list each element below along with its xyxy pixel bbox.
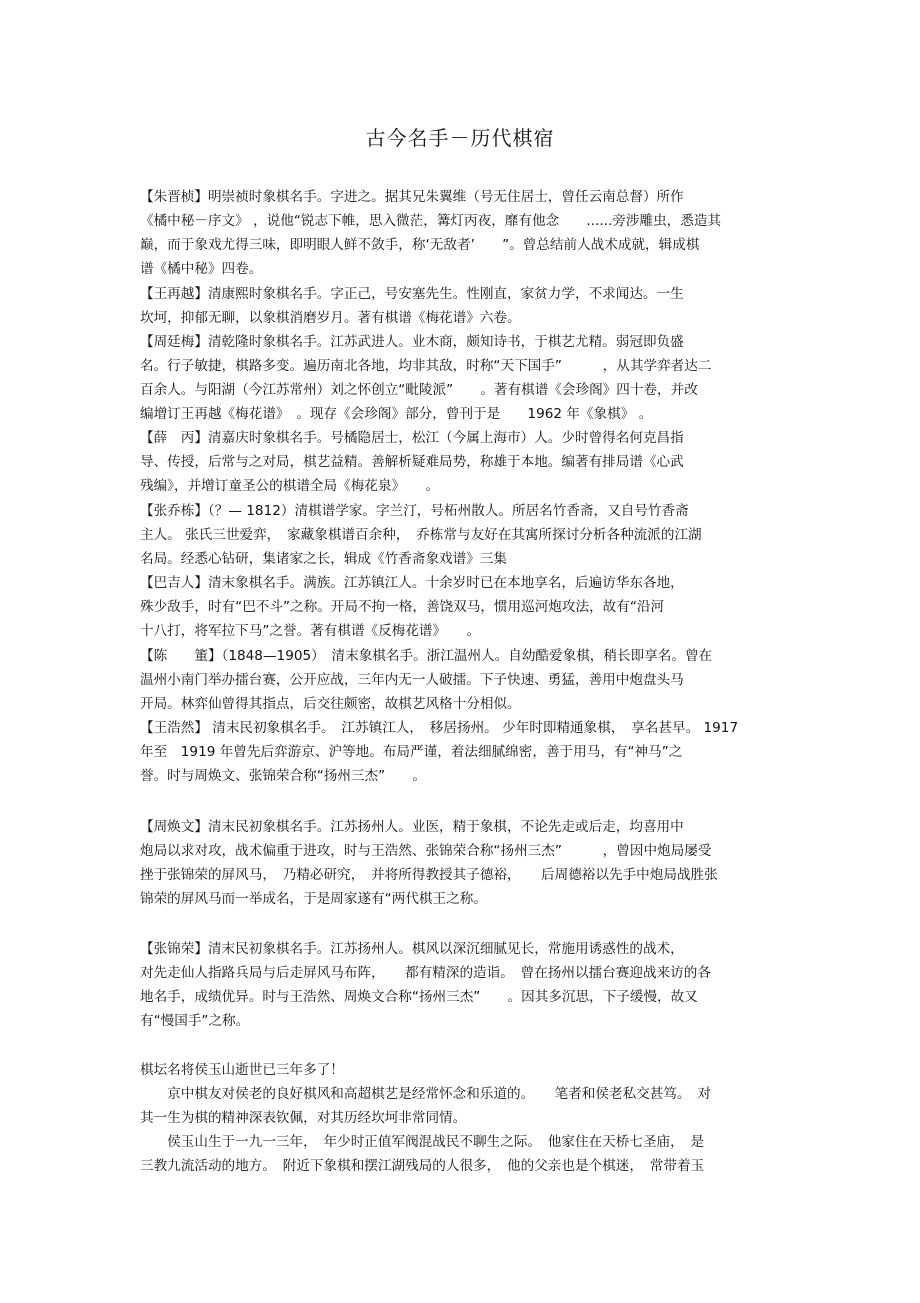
text-line: 【张锦荣】清末民初象棋名手。江苏扬州人。棋风以深沉细腻见长，常施用诱惑性的战术，: [140, 941, 684, 957]
text-line: 棋坛名将侯玉山逝世已三年多了！: [140, 1062, 344, 1078]
text-line: 主人。 张氏三世爱弈， 家藏象棋谱百余种， 乔栋常与友好在其寓所探讨分析各种流派的江湖: [140, 527, 702, 543]
text-line: 开局。林弈仙曾得其指点，后交往颇密，故棋艺风格十分相似。: [140, 696, 521, 712]
text-line: 其一生为棋的精神深表钦佩，对其历经坎坷非常同情。: [140, 1110, 467, 1126]
text-line: 有“慢国手”之称。: [140, 1013, 250, 1029]
text-line: 【王浩然】 清末民初象棋名手。 江苏镇江人， 移居扬州。 少年时即精通象棋， 享名甚早。 1917: [140, 720, 739, 736]
text-line: 编增订王再越《梅花谱》 。现存《会珍阁》部分，曾刊于是 1962 年《象棋》 。: [140, 406, 653, 422]
text-line: 名局。经悉心钻研，集诸家之长，辑成《竹香斋象戏谱》三集: [140, 551, 508, 567]
text-line: 十八打，将军拉下马”之誉。著有棋谱《反梅花谱》 。: [140, 623, 481, 639]
text-line: 誉。时与周焕文、张锦荣合称“扬州三杰” 。: [140, 768, 426, 784]
text-line: 百余人。与阳湖（今江苏常州）刘之怀创立“毗陵派” 。著有棋谱《会珍阁》四十卷，并改: [140, 382, 698, 398]
text-line: 京中棋友对侯老的良好棋风和高超棋艺是经常怀念和乐道的。 笔者和侯老私交甚笃。 对: [140, 1086, 711, 1102]
text-line: 锦荣的屏风马而一举成名，于是周家遂有“两代棋王之称。: [140, 891, 487, 907]
text-line: 年至 1919 年曾先后弈游京、沪等地。布局严谨，着法细腻绵密，善于用马，有“神马”之: [140, 744, 683, 760]
text-line: 巅，而于象戏尤得三味，即明眼人鲜不敛手，称‘无敌者’ ”。曾总结前人战术成就，辑成棋: [140, 237, 700, 253]
text-line: 三教九流活动的地方。 附近下象棋和摆江湖残局的人很多， 他的父亲也是个棋迷， 常带着玉: [140, 1158, 705, 1174]
page-title: 古今名手－历代棋宿: [365, 126, 555, 150]
text-line: 名。行子敏捷，棋路多变。遍历南北各地，均非其敌，时称“天下国手” ，从其学弈者达二: [140, 358, 712, 374]
text-line: 导、传授，后常与之对局，棋艺益精。善解析疑难局势，称雄于本地。编著有排局谱《心武: [140, 454, 684, 470]
text-line: 侯玉山生于一九一三年， 年少时正值军阀混战民不聊生之际。 他家住在天桥七圣庙， 是: [140, 1134, 705, 1150]
text-line: 【周焕文】清末民初象棋名手。江苏扬州人。业医，精于象棋，不论先走或后走，均喜用中: [140, 819, 684, 835]
text-line: 对先走仙人指路兵局与后走屏风马布阵， 都有精深的造诣。 曾在扬州以擂台赛迎战来访的各: [140, 965, 711, 981]
text-line: 【陈 箽】（1848—1905） 清末象棋名手。浙江温州人。自幼酷爱象棋，稍长即享名。曾在: [140, 648, 713, 664]
text-line: 挫于张锦荣的屏风马， 乃精必研究， 并将所得教授其子德裕， 后周德裕以先手中炮局战胜张: [140, 867, 718, 883]
text-line: 【张乔栋】（？— 1812）清棋谱学家。字兰汀，号柘州散人。所居名竹香斋，又自号竹香斋: [140, 503, 689, 519]
text-line: 温州小南门举办擂台赛，公开应战，三年内无一人破擂。下子快速、勇猛，善用中炮盘头马: [140, 672, 684, 688]
text-line: 【巴吉人】清末象棋名手。满族。江苏镇江人。十余岁时已在本地享名，后遍访华东各地，: [140, 575, 684, 591]
text-line: 地名手，成绩优异。时与王浩然、周焕文合称“扬州三杰” 。因其多沉思，下子缓慢，故又: [140, 989, 698, 1005]
text-line: 《橘中秘－序文》 ，说他“锐志下帷，思入微茫，篝灯丙夜，靡有他念 ......旁涉雕虫，悉造其: [140, 213, 722, 229]
text-line: 【薛 丙】清嘉庆时象棋名手。号橘隐居士，松江（今属上海市）人。少时曾得名何克昌指: [140, 430, 684, 446]
text-line: 残编》，并增订童圣公的棋谱全局《梅花泉》 。: [140, 478, 440, 494]
text-line: 【王再越】清康熙时象棋名手。字正己，号安塞先生。性刚直，家贫力学，不求闻达。一生: [140, 286, 684, 302]
text-line: 坎坷，抑郁无聊，以象棋消磨岁月。著有棋谱《梅花谱》六卷。: [140, 310, 521, 326]
text-line: 殊少敌手，时有“巴不斗”之称。开局不拘一格，善饶双马，惯用巡河炮攻法，故有“沿河: [140, 599, 665, 615]
text-line: 谱《橘中秘》四卷。: [140, 261, 263, 277]
text-line: 【朱晋桢】明崇祯时象棋名手。字进之。据其兄朱翼维（号无住居士，曾任云南总督）所作: [140, 189, 684, 205]
text-line: 【周廷梅】清乾隆时象棋名手。江苏武进人。业木商，颇知诗书，于棋艺尤精。弱冠即负盛: [140, 334, 684, 350]
text-line: 炮局以求对攻，战术偏重于进攻，时与王浩然、张锦荣合称“扬州三杰” ，曾因中炮局屡受: [140, 843, 712, 859]
